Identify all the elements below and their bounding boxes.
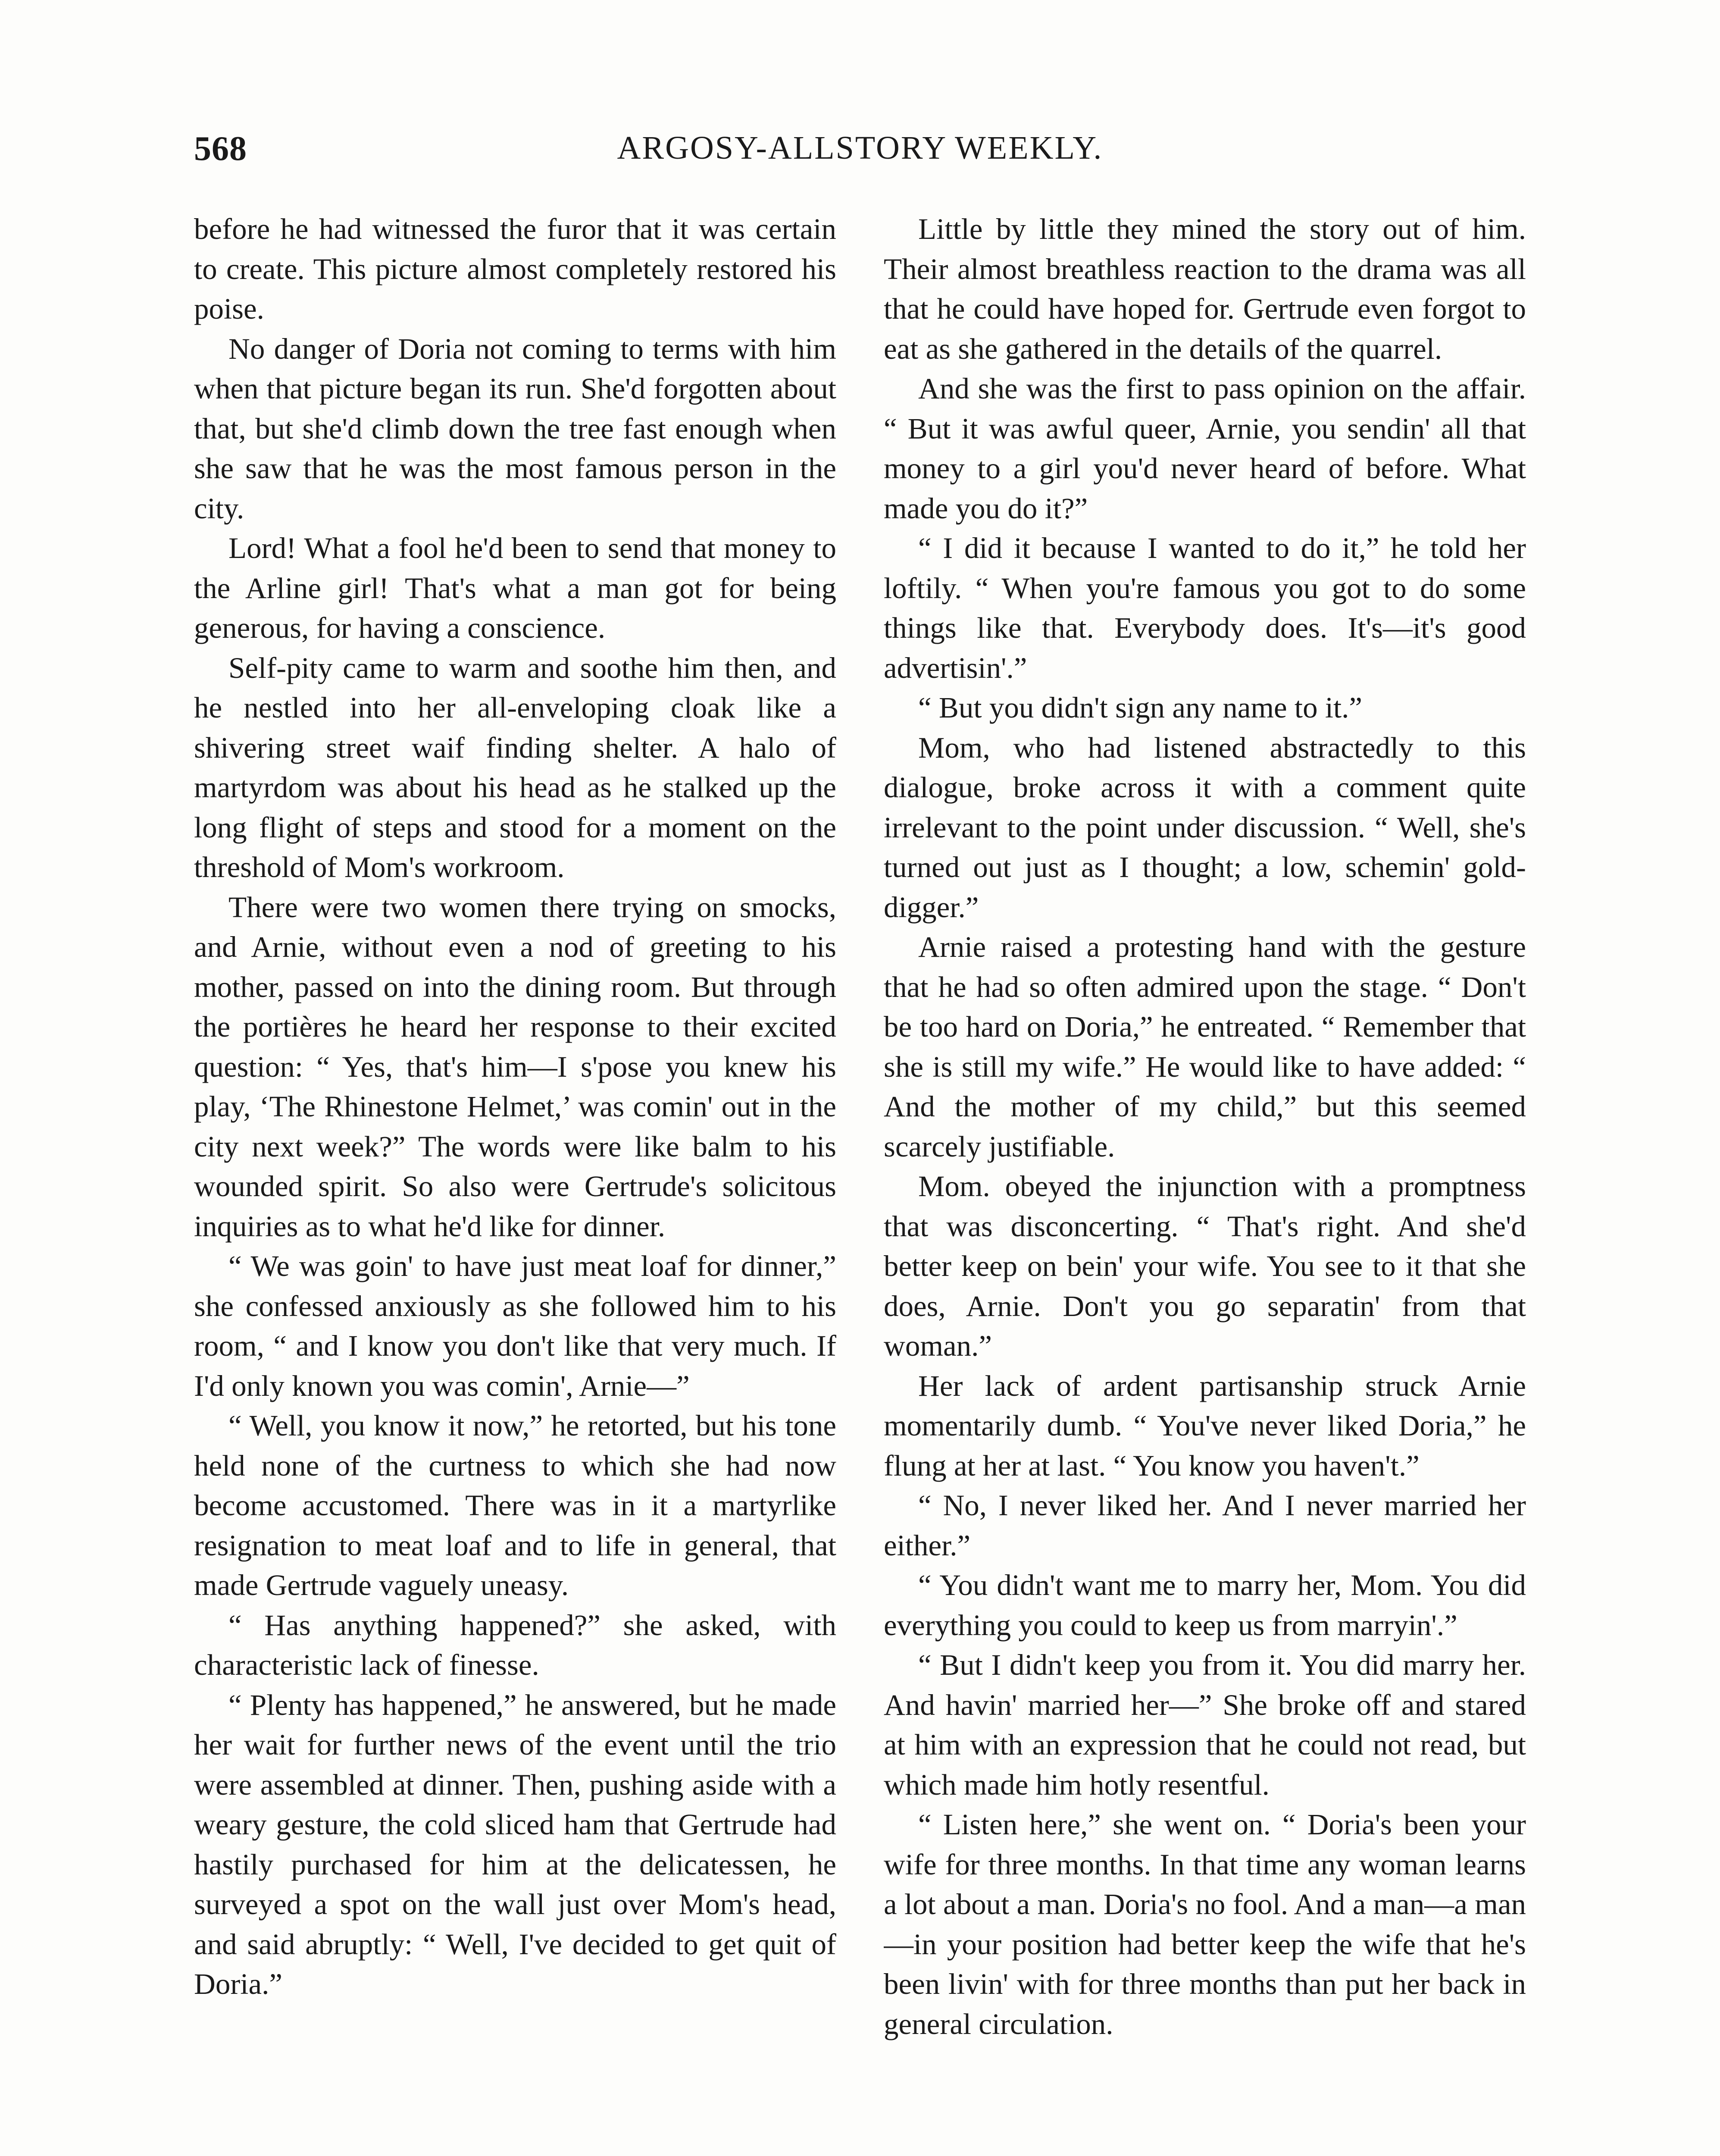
page-number: 568 — [194, 130, 247, 168]
page-header — [194, 129, 1526, 181]
paragraph: Mom. obeyed the injunction with a promptness that was disconcerting. “ That's right. And she'd better keep on bein' your wife. You see to it that she does, Arnie. Don't you go separatin' from that woman.” — [884, 1170, 1526, 1362]
text-columns — [194, 209, 1526, 2156]
right-column — [884, 209, 1526, 2156]
paragraph: “ But you didn't sign any name to it.” — [918, 691, 1363, 724]
paragraph: There were two women there trying on smocks, and Arnie, without even a nod of greeting to his mother, passed on into the dining room. But through the portières he heard her response to their excited question: “ Yes, that's him—I s'pose you knew his play, ‘The Rhinestone Helmet,’ was comin' out in the city next week?” The words were like balm to his wounded spirit. So also were Gertrude's solicitous inquiries as to what he'd like for dinner. — [194, 890, 836, 1243]
paragraph: Arnie raised a protesting hand with the gesture that he had so often admired upon the stage. “ Don't be too hard on Doria,” he entreated. “ Remember that she is still my wife.” He would like to have added: “ And the mother of my child,” but this seemed scarcely justifiable. — [884, 931, 1526, 1163]
paragraph: “ Plenty has happened,” he answered, but he made her wait for further news of the event until the trio were assembled at dinner. Then, pushing aside with a weary gesture, the cold sliced ham that Gertrude had hastily purchased for him at the delicatessen, he surveyed a spot on the wall just over Mom's head, and said abruptly: “ Well, I've decided to get quit of Doria.” — [194, 1688, 836, 2000]
paragraph: Mom, who had listened abstractedly to this dialogue, broke across it with a comment quite irrelevant to the point under discussion. “ Well, she's turned out just as I thought; a low, schemin' gold-digger.” — [884, 731, 1526, 924]
paragraph: “ Listen here,” she went on. “ Doria's been your wife for three months. In that time any woman learns a lot about a man. Doria's no fool. And a man—a man—in your position had better keep the wife that he's been livin' with for three months than put her back in general circulation. — [884, 1808, 1526, 2040]
paragraph: “ But I didn't keep you from it. You did marry her. And havin' married her—” She broke off and stared at him with an expression that he could not read, but which made him hotly resentful. — [884, 1648, 1526, 1801]
paragraph: Self-pity came to warm and soothe him then, and he nestled into her all-enveloping cloak like a shivering street waif finding shelter. A halo of martyrdom was about his head as he stalked up the long flight of steps and stood for a moment on the threshold of Mom's workroom. — [194, 651, 836, 884]
paragraph: before he had witnessed the furor that it was certain to create. This picture almost completely restored his poise. — [194, 213, 836, 325]
paragraph: “ I did it because I wanted to do it,” he told her loftily. “ When you're famous you got to do some things like that. Everybody does. It's—it's good advertisin'.” — [884, 532, 1526, 684]
left-column — [194, 209, 836, 2156]
paragraph: “ Well, you know it now,” he retorted, but his tone held none of the curtness to which she had now become accustomed. There was in it a martyrlike resignation to meat loaf and to life in general, that made Gertrude vaguely uneasy. — [194, 1409, 836, 1601]
paragraph: “ You didn't want me to marry her, Mom. You did everything you could to keep us from marryin'.” — [884, 1569, 1526, 1642]
running-head: ARGOSY-ALLSTORY WEEKLY. — [617, 130, 1103, 166]
paragraph: “ Has anything happened?” she asked, with characteristic lack of finesse. — [194, 1608, 836, 1681]
paragraph: No danger of Doria not coming to terms with him when that picture began its run. She'd forgotten about that, but she'd climb down the tree fast enough when she saw that he was the most famous person in the city. — [194, 332, 836, 525]
paragraph: And she was the first to pass opinion on the affair. “ But it was awful queer, Arnie, you sendin' all that money to a girl you'd never heard of before. What made you do it?” — [884, 372, 1526, 525]
paragraph: Her lack of ardent partisanship struck Arnie momentarily dumb. “ You've never liked Doria,” he flung at her at last. “ You know you haven't.” — [884, 1369, 1526, 1482]
paragraph: Lord! What a fool he'd been to send that money to the Arline girl! That's what a man got for being generous, for having a conscience. — [194, 532, 836, 644]
paragraph: Little by little they mined the story out of him. Their almost breathless reaction to the drama was all that he could have hoped for. Gertrude even forgot to eat as she gathered in the details of the quarrel. — [884, 213, 1526, 365]
paragraph: “ No, I never liked her. And I never married her either.” — [884, 1489, 1526, 1562]
paragraph: “ We was goin' to have just meat loaf for dinner,” she confessed anxiously as she followed him to his room, “ and I know you don't like that very much. If I'd only known you was comin', Arnie—” — [194, 1250, 836, 1402]
